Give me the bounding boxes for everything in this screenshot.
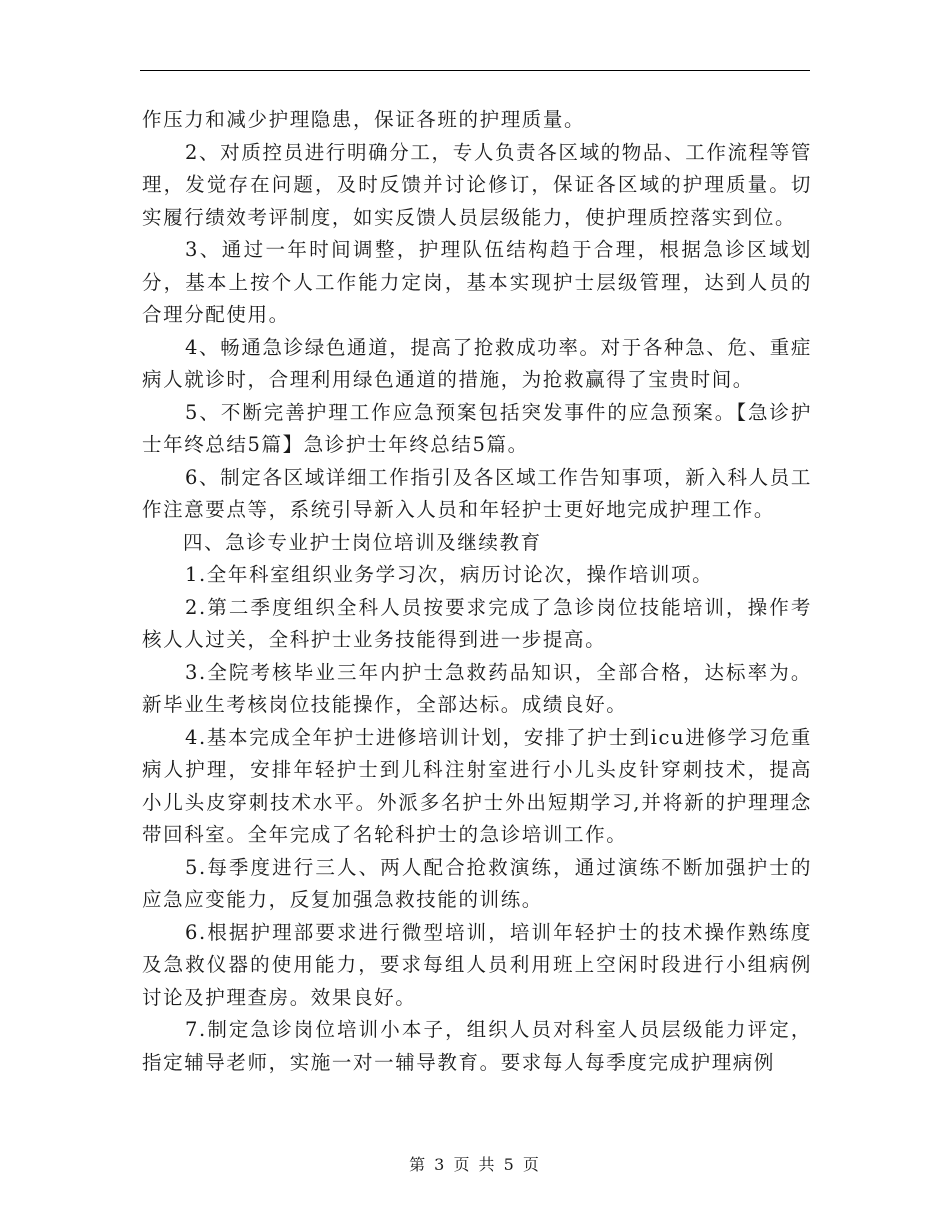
paragraph-continuation: 作压力和减少护理隐患，保证各班的护理质量。 [142,108,586,131]
training-item-4: 4.基本完成全年护士进修培训计划，安排了护士到icu进修学习危重病人护理，安排年轻护士到儿科注射室进行小儿头皮针穿刺技术，提高小儿头皮穿刺技术水平。外派多名护士外出短期学习,并将新的护理理念带回科室。全年完成了名轮科护士的急诊培训工作。 [142,725,812,846]
paragraph-item-4: 4、畅通急诊绿色通道，提高了抢救成功率。对于各种急、危、重症病人就诊时，合理利用绿色通道的措施，为抢救赢得了宝贵时间。 [142,335,812,391]
page-number: 第 3 页 共 5 页 [409,1155,541,1174]
training-item-1: 1.全年科室组织业务学习次，病历讨论次，操作培训项。 [185,563,714,586]
paragraph-item-5: 5、不断完善护理工作应急预案包括突发事件的应急预案。【急诊护士年终总结5篇】急诊护士年终总结5篇。 [142,400,812,456]
paragraph-item-3: 3、通过一年时间调整，护理队伍结构趋于合理，根据急诊区域划分，基本上按个人工作能力定岗，基本实现护士层级管理，达到人员的合理分配使用。 [142,238,812,326]
section-heading: 四、急诊专业护士岗位培训及继续教育 [183,530,542,554]
training-item-6: 6.根据护理部要求进行微型培训，培训年轻护士的技术操作熟练度及急救仪器的使用能力，要求每组人员利用班上空闲时段进行小组病例讨论及护理查房。效果良好。 [142,920,812,1009]
header-rule [140,70,810,71]
training-item-5: 5.每季度进行三人、两人配合抢救演练，通过演练不断加强护士的应急应变能力，反复加强急救技能的训练。 [142,855,812,911]
training-item-3: 3.全院考核毕业三年内护士急救药品知识，全部合格，达标率为。新毕业生考核岗位技能操作，全部达标。成绩良好。 [142,660,812,716]
document-body [142,104,812,1079]
paragraph-item-2: 2、对质控员进行明确分工，专人负责各区域的物品、工作流程等管理，发觉存在问题，及时反馈并讨论修订，保证各区域的护理质量。切实履行绩效考评制度，如实反馈人员层级能力，使护理质控落实到位。 [142,140,812,229]
training-item-2: 2.第二季度组织全科人员按要求完成了急诊岗位技能培训，操作考核人人过关，全科护士业务技能得到进一步提高。 [142,595,812,651]
training-item-7: 7.制定急诊岗位培训小本子，组织人员对科室人员层级能力评定，指定辅导老师，实施一对一辅导教育。要求每人每季度完成护理病例 [142,1018,812,1074]
paragraph-item-6: 6、制定各区域详细工作指引及各区域工作告知事项，新入科人员工作注意要点等，系统引导新入人员和年轻护士更好地完成护理工作。 [142,465,812,521]
